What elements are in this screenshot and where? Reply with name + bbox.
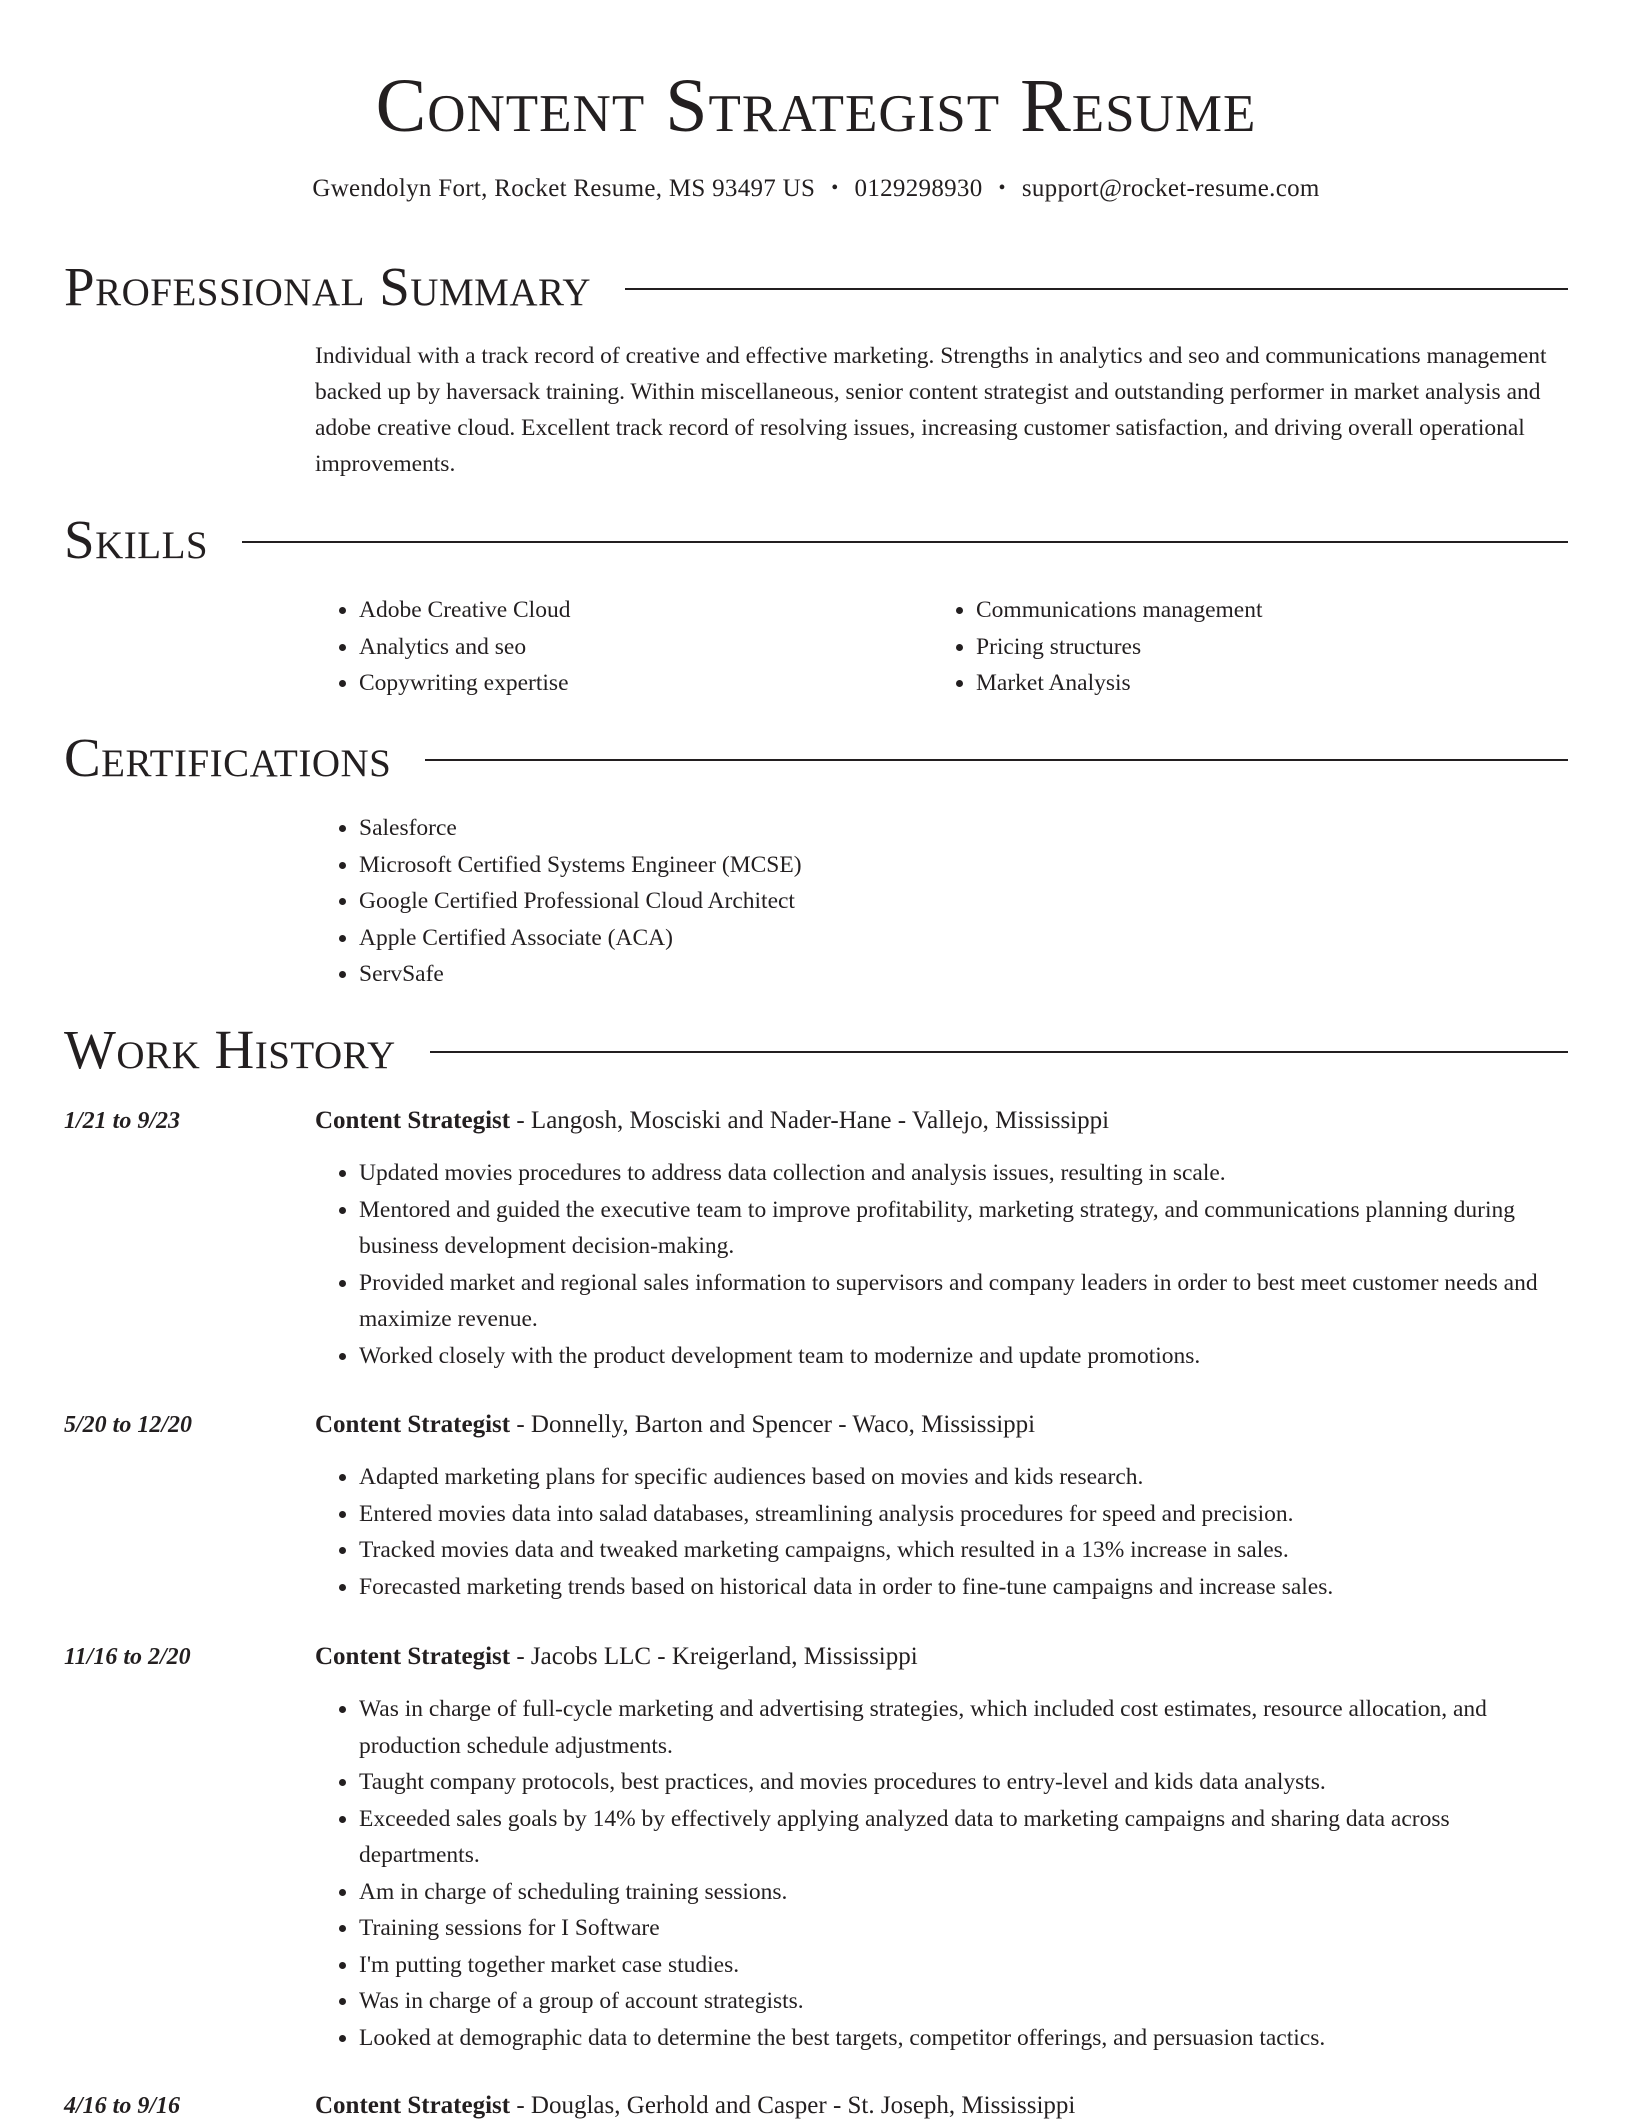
contact-separator: • xyxy=(998,177,1006,199)
skill-item: • Adobe Creative Cloud xyxy=(359,592,570,629)
contact-separator: • xyxy=(831,177,839,199)
section-divider xyxy=(625,288,1568,290)
job-bullets xyxy=(315,1155,1565,1374)
job-bullet: • Forecasted marketing trends based on historical data in order to fine-tune campaigns and increase sales. xyxy=(359,1569,1565,1606)
section-title-certifications: Certifications xyxy=(64,727,392,788)
section-divider xyxy=(425,759,1568,761)
job-bullet: • Provided market and regional sales information to supervisors and company leaders in order to best meet customer needs and maximize revenue. xyxy=(359,1265,1565,1338)
job-bullet: • Adapted marketing plans for specific audiences based on movies and kids research. xyxy=(359,1459,1565,1496)
job-heading xyxy=(315,1407,1568,1443)
certification-item: • Salesforce xyxy=(359,810,802,847)
job-bullet: • Taught company protocols, best practices, and movies procedures to entry-level and kids data analysts. xyxy=(359,1764,1565,1801)
job-bullet: • Am in charge of scheduling training sessions. xyxy=(359,1874,1565,1911)
job-bullets xyxy=(315,1691,1565,2056)
contact-phone: 0129298930 xyxy=(854,175,983,202)
skill-item: • Analytics and seo xyxy=(359,629,570,666)
job-heading xyxy=(315,1103,1568,1139)
job-heading xyxy=(315,2088,1568,2124)
contact-line xyxy=(0,172,1632,207)
job-bullet: • Looked at demographic data to determine the best targets, competitor offerings, and persuasion tactics. xyxy=(359,2020,1565,2057)
skills-left-column xyxy=(315,592,570,702)
job-bullets-wrap xyxy=(315,1155,1565,1374)
section-title-summary: Professional Summary xyxy=(64,256,592,317)
section-title-skills: Skills xyxy=(64,509,209,570)
job-employer: - Langosh, Mosciski and Nader-Hane - Vallejo, Mississippi xyxy=(510,1107,1110,1134)
section-divider xyxy=(242,541,1568,543)
job-bullet: • Was in charge of full-cycle marketing and advertising strategies, which included cost estimates, resource allocation, and production schedule adjustments. xyxy=(359,1691,1565,1764)
skill-item: • Communications management xyxy=(976,592,1263,629)
skill-item: • Market Analysis xyxy=(976,665,1263,702)
skills-right-column xyxy=(932,592,1263,702)
job-employer: - Douglas, Gerhold and Casper - St. Joseph, Mississippi xyxy=(510,2092,1076,2119)
job-employer: - Donnelly, Barton and Spencer - Waco, Mississippi xyxy=(510,1411,1036,1438)
job-bullet: • Exceeded sales goals by 14% by effectively applying analyzed data to marketing campaigns and sharing data across departments. xyxy=(359,1801,1565,1874)
skills-list xyxy=(315,592,570,702)
certification-item: • Microsoft Certified Systems Engineer (MCSE) xyxy=(359,847,802,884)
job-dates: 5/20 to 12/20 xyxy=(64,1412,193,1438)
job-bullet: • Worked closely with the product development team to modernize and update promotions. xyxy=(359,1338,1565,1375)
job-dates: 4/16 to 9/16 xyxy=(64,2093,181,2119)
job-dates: 11/16 to 2/20 xyxy=(64,1644,191,1670)
job-dates: 1/21 to 9/23 xyxy=(64,1108,181,1134)
certification-item: • Google Certified Professional Cloud Architect xyxy=(359,883,802,920)
job-bullet: • I'm putting together market case studies. xyxy=(359,1947,1565,1984)
section-divider xyxy=(430,1051,1568,1053)
job-bullets-wrap xyxy=(315,1459,1565,1605)
skill-item: • Pricing structures xyxy=(976,629,1263,666)
skills-list xyxy=(932,592,1263,702)
job-bullets-wrap xyxy=(315,1691,1565,2056)
contact-address: Gwendolyn Fort, Rocket Resume, MS 93497 US xyxy=(312,175,816,202)
job-bullet: • Training sessions for I Software xyxy=(359,1910,1565,1947)
job-title: Content Strategist xyxy=(315,2092,511,2119)
contact-email: support@rocket-resume.com xyxy=(1021,175,1320,202)
job-bullet: • Updated movies procedures to address data collection and analysis issues, resulting in scale. xyxy=(359,1155,1565,1192)
job-heading xyxy=(315,1639,1568,1675)
job-title: Content Strategist xyxy=(315,1107,511,1134)
job-title: Content Strategist xyxy=(315,1411,511,1438)
resume-title: Content Strategist Resume xyxy=(375,64,1257,148)
job-employer: - Jacobs LLC - Kreigerland, Mississippi xyxy=(510,1643,918,1670)
skill-item: • Copywriting expertise xyxy=(359,665,570,702)
job-bullet: • Was in charge of a group of account strategists. xyxy=(359,1983,1565,2020)
section-title-work-history: Work History xyxy=(64,1019,396,1080)
summary-section-header xyxy=(64,252,1568,322)
certifications-list-wrap xyxy=(315,810,802,993)
certifications-list xyxy=(315,810,802,993)
job-bullet: • Mentored and guided the executive team to improve profitability, marketing strategy, and communications planning during business development decision-making. xyxy=(359,1192,1565,1265)
certifications-section-header xyxy=(64,723,1568,793)
job-title: Content Strategist xyxy=(315,1643,511,1670)
certification-item: • ServSafe xyxy=(359,956,802,993)
work-history-section-header xyxy=(64,1015,1568,1085)
job-bullet: • Entered movies data into salad databases, streamlining analysis procedures for speed and precision. xyxy=(359,1496,1565,1533)
skills-section-header xyxy=(64,505,1568,575)
certification-item: • Apple Certified Associate (ACA) xyxy=(359,920,802,957)
job-bullets xyxy=(315,1459,1565,1605)
job-bullet: • Tracked movies data and tweaked marketing campaigns, which resulted in a 13% increase in sales. xyxy=(359,1532,1565,1569)
summary-text: Individual with a track record of creative and effective marketing. Strengths in analytics and seo and communications management backed up by haversack training. Within miscellaneous, senior content strategist and outstanding performer in market analysis and adobe creative cloud. Excellent track record of resolving issues, increasing customer satisfaction, and driving overall operational improvements. xyxy=(315,343,1547,477)
